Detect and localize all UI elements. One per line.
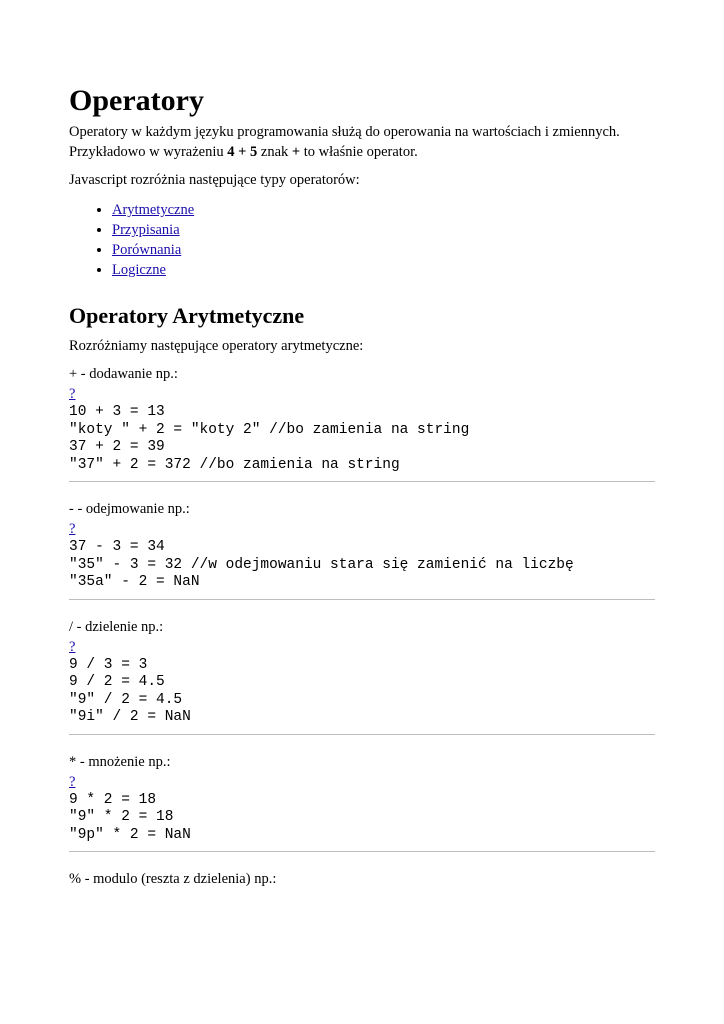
example-block-division	[69, 617, 655, 727]
section-heading-arytmetyczne: Operatory Arytmetyczne	[69, 303, 305, 328]
code-line: 37 + 2 = 39	[69, 439, 165, 455]
code-line: "35" - 3 = 32 //w odejmowaniu stara się zamienić na liczbę	[69, 556, 574, 573]
code-listing	[69, 539, 655, 592]
list-item	[112, 240, 655, 260]
code-line: "37" + 2 = 372 //bo zamienia na string	[69, 456, 400, 473]
intro-line2-after: to właśnie operator.	[300, 144, 418, 160]
code-line: 37 - 3 = 34	[69, 539, 165, 555]
example-block-multiplication	[69, 752, 655, 845]
intro-operator: +	[291, 144, 301, 160]
document-page	[69, 82, 655, 889]
code-line: 9 / 3 = 3	[69, 656, 148, 673]
divider	[69, 599, 655, 600]
example-label: / - dzielenie np.:	[69, 618, 164, 635]
example-block-modulo	[69, 869, 655, 889]
code-help-link[interactable]: ?	[69, 638, 76, 655]
code-line: "9i" / 2 = NaN	[69, 709, 191, 725]
page-title: Operatory	[69, 84, 204, 117]
intro-line1: Operatory w każdym języku programowania służą do operowania na wartościach i zmiennych.	[69, 124, 620, 140]
code-help-link[interactable]: ?	[69, 386, 76, 402]
list-item	[112, 260, 655, 280]
intro-paragraph	[69, 122, 655, 162]
types-intro: Javascript rozróżnia następujące typy operatorów:	[69, 172, 360, 188]
list-item	[112, 220, 655, 240]
section-intro: Rozróżniamy następujące operatory arytmetyczne:	[69, 338, 364, 354]
code-listing	[69, 657, 655, 727]
example-label: % - modulo (reszta z dzielenia) np.:	[69, 871, 277, 887]
code-line: 9 / 2 = 4.5	[69, 674, 165, 690]
example-label: * - mnożenie np.:	[69, 753, 171, 770]
link-przypisania[interactable]: Przypisania	[112, 222, 180, 238]
operator-types-list	[69, 200, 655, 280]
code-help-link[interactable]: ?	[69, 773, 76, 790]
link-arytmetyczne[interactable]: Arytmetyczne	[112, 202, 195, 218]
code-line: "35a" - 2 = NaN	[69, 574, 200, 590]
divider	[69, 851, 655, 852]
link-porownania[interactable]: Porównania	[112, 242, 182, 258]
example-block-addition	[69, 364, 655, 474]
example-label: + - dodawanie np.:	[69, 366, 178, 382]
code-line: "9p" * 2 = NaN	[69, 826, 191, 843]
intro-line2-mid: znak	[257, 144, 292, 160]
code-line: "9" * 2 = 18	[69, 809, 174, 825]
link-logiczne[interactable]: Logiczne	[112, 262, 166, 278]
code-listing	[69, 404, 655, 474]
example-block-subtraction	[69, 499, 655, 592]
divider	[69, 734, 655, 735]
intro-line2-before: Przykładowo w wyrażeniu	[69, 144, 228, 160]
code-line: 9 * 2 = 18	[69, 791, 157, 808]
list-item	[112, 200, 655, 220]
code-line: "9" / 2 = 4.5	[69, 691, 183, 708]
code-line: 10 + 3 = 13	[69, 404, 165, 420]
intro-expression: 4 + 5	[227, 144, 258, 160]
example-label: - - odejmowanie np.:	[69, 501, 190, 517]
code-line: "koty " + 2 = "koty 2" //bo zamienia na string	[69, 421, 470, 438]
divider	[69, 481, 655, 482]
code-listing	[69, 792, 655, 845]
code-help-link[interactable]: ?	[69, 521, 76, 537]
